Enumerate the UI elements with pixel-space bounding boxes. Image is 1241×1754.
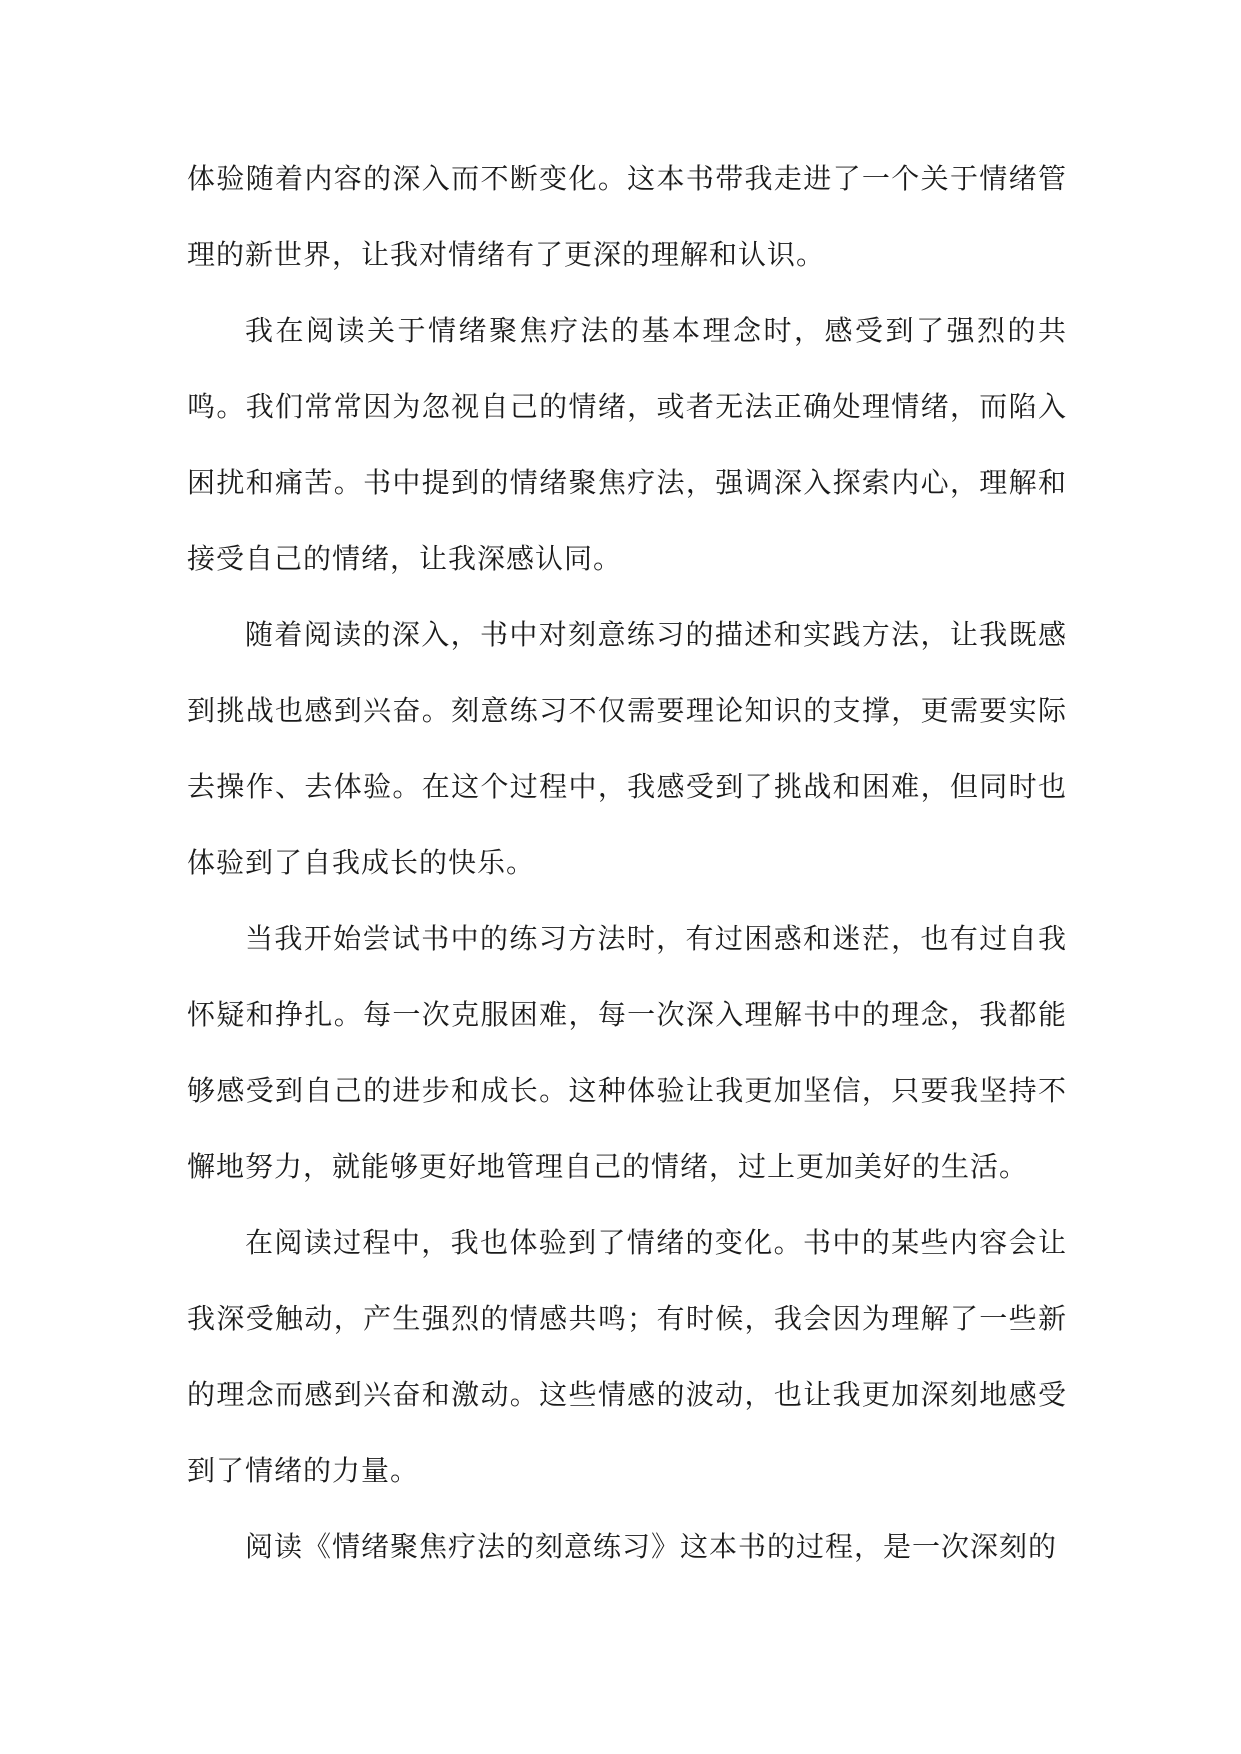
document-body: [187, 141, 1067, 1585]
paragraph-resonance: 我在阅读关于情绪聚焦疗法的基本理念时，感受到了强烈的共鸣。我们常常因为忽视自己的情绪，或者无法正确处理情绪，而陷入困扰和痛苦。书中提到的情绪聚焦疗法，强调深入探索内心，理解和接受自己的情绪，让我深感认同。: [187, 314, 1067, 575]
paragraph-emotional-changes: 在阅读过程中，我也体验到了情绪的变化。书中的某些内容会让我深受触动，产生强烈的情感共鸣；有时候，我会因为理解了一些新的理念而感到兴奋和激动。这些情感的波动，也让我更加深刻地感受到了情绪的力量。: [187, 1226, 1067, 1487]
paragraph-closing-start: 阅读《情绪聚焦疗法的刻意练习》这本书的过程，是一次深刻的: [245, 1530, 1058, 1563]
paragraph-deliberate-practice: 随着阅读的深入，书中对刻意练习的描述和实践方法，让我既感到挑战也感到兴奋。刻意练习不仅需要理论知识的支撑，更需要实际去操作、去体验。在这个过程中，我感受到了挑战和困难，但同时也体验到了自我成长的快乐。: [187, 618, 1067, 879]
paragraph-continuation: 体验随着内容的深入而不断变化。这本书带我走进了一个关于情绪管理的新世界，让我对情绪有了更深的理解和认识。: [187, 162, 1067, 271]
paragraph-trying-methods: 当我开始尝试书中的练习方法时，有过困惑和迷茫，也有过自我怀疑和挣扎。每一次克服困难，每一次深入理解书中的理念，我都能够感受到自己的进步和成长。这种体验让我更加坚信，只要我坚持不懈地努力，就能够更好地管理自己的情绪，过上更加美好的生活。: [187, 922, 1067, 1183]
